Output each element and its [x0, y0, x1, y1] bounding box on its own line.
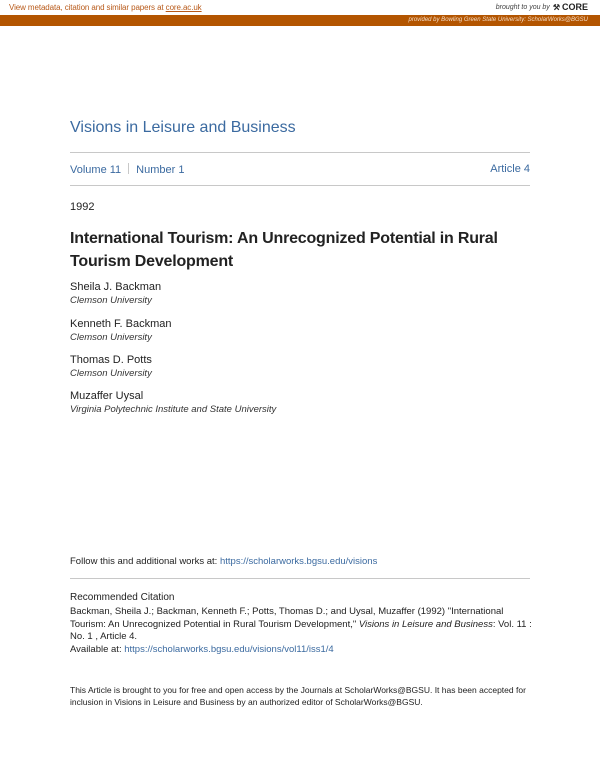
core-mark-icon: ⚒ — [552, 2, 560, 12]
citation-heading: Recommended Citation — [70, 592, 175, 603]
available-text: Available at: — [70, 643, 125, 655]
issue-info — [70, 163, 530, 176]
provider-bar — [0, 15, 600, 26]
journal-title[interactable]: Visions in Leisure and Business — [70, 119, 296, 136]
divider — [70, 578, 530, 579]
metadata-notice — [9, 3, 202, 12]
follow-link[interactable]: https://scholarworks.bgsu.edu/visions — [219, 556, 378, 567]
brought-by — [496, 2, 588, 12]
citation-volume: : Vol. 11 : No. 1 , Article 4. — [70, 618, 532, 642]
author-name: Sheila J. Backman — [70, 281, 162, 293]
follow-text: Follow this and additional works at: — [70, 556, 220, 567]
article-number: Article 4 — [490, 163, 530, 175]
core-header — [0, 0, 600, 15]
author-name: Muzaffer Uysal — [70, 390, 144, 402]
follow-notice — [70, 556, 377, 567]
author — [70, 318, 172, 343]
author — [70, 281, 161, 306]
author-affiliation: Clemson University — [70, 368, 152, 379]
author-affiliation: Clemson University — [70, 295, 152, 306]
divider — [70, 152, 530, 153]
divider — [70, 185, 530, 186]
citation-body — [70, 606, 535, 656]
volume-link[interactable]: Volume 11 — [70, 164, 122, 176]
publication-year: 1992 — [70, 201, 95, 213]
access-notice: This Article is brought to you for free and open access by the Journals at ScholarWorks@BGSU. It has been accepted for inclusion in Visions in Leisure and Business by an authorized editor of ScholarWorks@BGSU. — [70, 685, 526, 707]
author-affiliation: Virginia Polytechnic Institute and State University — [70, 404, 277, 415]
provided-by-text: provided by Bowling Green State University: ScholarWorks@BGSU — [408, 17, 588, 23]
author-name: Thomas D. Potts — [70, 354, 152, 366]
core-label: CORE — [561, 2, 588, 12]
brought-text: brought to you by — [495, 3, 550, 11]
core-link[interactable]: core.ac.uk — [165, 3, 202, 12]
citation-text: Backman, Sheila J.; Backman, Kenneth F.; Potts, Thomas D.; and Uysal, Muzaffer (1992) "International Tourism: An Unrecognized Potential in Rural Tourism Development," — [70, 606, 504, 630]
separator — [128, 163, 129, 174]
article-title: International Tourism: An Unrecognized Potential in Rural Tourism Development — [70, 230, 498, 270]
author — [70, 354, 152, 379]
number-link[interactable]: Number 1 — [136, 164, 185, 176]
available-link[interactable]: https://scholarworks.bgsu.edu/visions/vol11/iss1/4 — [124, 643, 334, 655]
citation-journal: Visions in Leisure and Business — [358, 618, 493, 630]
author-affiliation: Clemson University — [70, 332, 152, 343]
author — [70, 390, 276, 415]
author-name: Kenneth F. Backman — [70, 318, 172, 330]
metadata-text: View metadata, citation and similar papers at — [9, 3, 166, 12]
core-logo[interactable] — [553, 2, 588, 12]
